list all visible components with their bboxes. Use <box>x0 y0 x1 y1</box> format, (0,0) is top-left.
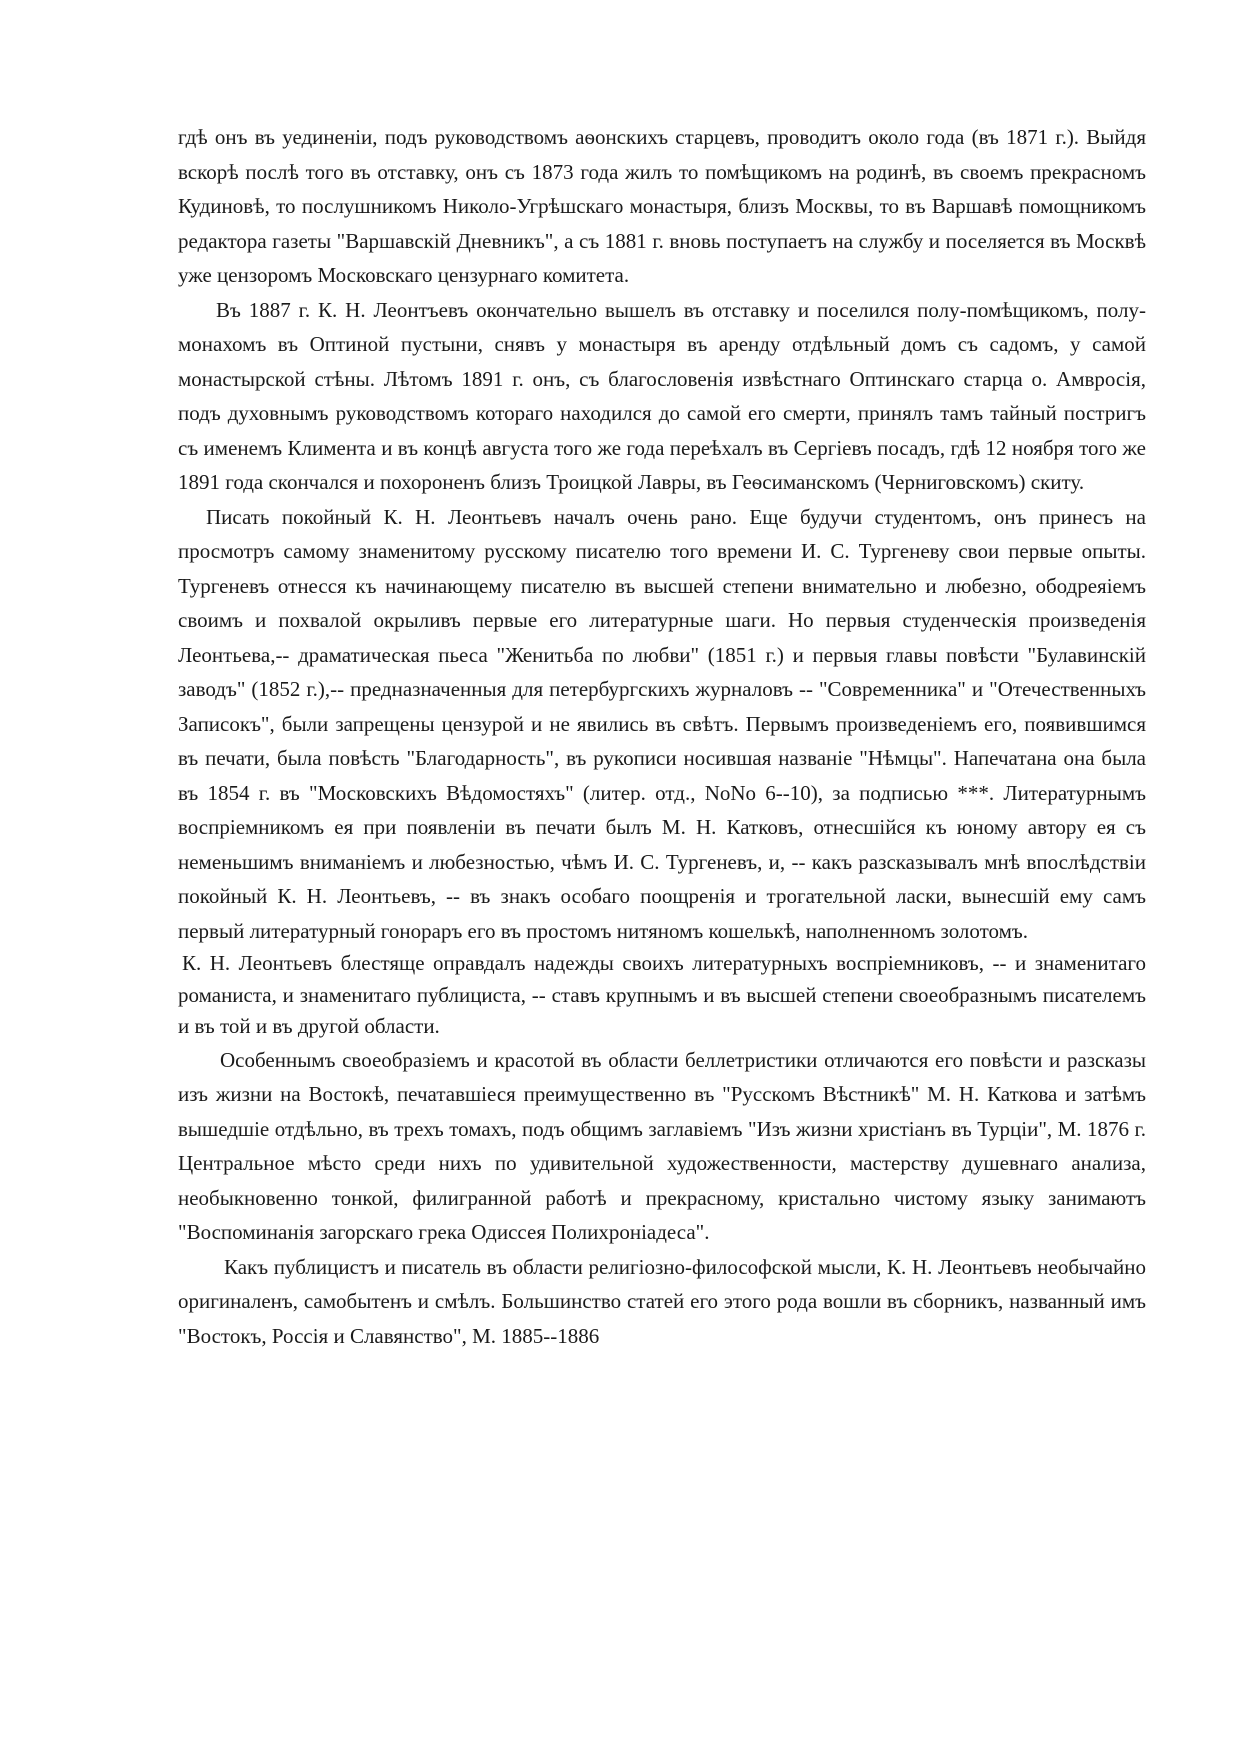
paragraph-publicist: Какъ публицистъ и писатель въ области религіозно-философской мысли, К. Н. Леонтьевъ необычайно оригиналенъ, самобытенъ и смѣлъ. Большинство статей его этого рода вошли въ сборникъ, названный имъ "Востокъ, Россія и Славянство", М. 1885--1886 <box>178 1254 1146 1348</box>
paragraph-belles-lettres: Особеннымъ своеобразіемъ и красотой въ области беллетристики отличаются его повѣсти и разсказы изъ жизни на Востокѣ, печатавшіеся преимущественно въ "Русскомъ Вѣстникѣ" М. Н. Каткова и затѣмъ вышедшіе отдѣльно, въ трехъ томахъ, подъ общимъ заглавіемъ "Изъ жизни христіанъ въ Турціи", М. 1876 г. Центральное мѣсто среди нихъ по удивительной художественности, мастерству душевнаго анализа, необыкновенно тонкой, филигранной работѣ и прекрасному, кристально чистому языку занимаютъ "Воспоминанія загорскаго грека Одиссея Полихроніадеса". <box>178 1047 1146 1244</box>
paragraph-early-writing: Писать покойный К. Н. Леонтьевъ началъ очень рано. Еще будучи студентомъ, онъ принесъ на просмотръ самому знаменитому русскому писателю того времени И. С. Тургеневу свои первые опыты. Тургеневъ отнесся къ начинающему писателю въ высшей степени внимательно и любезно, ободреяіемъ своимъ и похвалой окрыливъ первые его литературные шаги. Но первыя студенческія произведенія Леонтьева,-- драматическая пьеса "Женитьба по любви" (1851 г.) и первыя главы повѣсти "Булавинскій заводъ" (1852 г.),-- предназначенныя для петербургскихъ журналовъ -- "Современника" и "Отечественныхъ Записокъ", были запрещены цензурой и не явились въ свѣтъ. Первымъ произведеніемъ его, появившимся въ печати, была повѣсть "Благодарность", въ рукописи носившая названіе "Нѣмцы". Напечатана она была въ 1854 г. въ "Московскихъ Вѣдомостяхъ" (литер. отд., NoNo 6--10), за подписью ***. Литературнымъ воспріемникомъ ея при появленіи въ печати былъ М. Н. Катковъ, отнесшійся къ юному автору ея съ неменьшимъ вниманіемъ и любезностью, чѣмъ И. С. Тургеневъ, и, -- какъ разсказывалъ мнѣ впослѣдствіи покойный К. Н. Леонтьевъ, -- въ знакъ особаго поощренія и трогательной ласки, вынесшій ему самъ первый литературный гонораръ его въ простомъ нитяномъ кошелькѣ, наполненномъ золотомъ. <box>178 504 1146 943</box>
paragraph-biography-1871: гдѣ онъ въ уединеніи, подъ руководствомъ аѳонскихъ старцевъ, проводитъ около года (въ 1871 г.). Выйдя вскорѣ послѣ того въ отставку, онъ съ 1873 года жилъ то помѣщикомъ на родинѣ, въ своемъ прекрасномъ Кудиновѣ, то послушникомъ Николо-Угрѣшскаго монастыря, близъ Москвы, то въ Варшавѣ помощникомъ редактора газеты "Варшавскій Дневникъ", а съ 1881 г. вновь поступаетъ на службу и поселяется въ Москвѣ уже цензоромъ Московскаго цензурнаго комитета. <box>178 125 1146 287</box>
paragraph-justified-hopes: К. Н. Леонтьевъ блестяще оправдалъ надежды своихъ литературныхъ воспріемниковъ, -- и знаменитаго романиста, и знаменитаго публициста, -- ставъ крупнымъ и въ высшей степени своеобразнымъ писателемъ и въ той и въ другой области. <box>178 951 1146 1038</box>
document-body <box>178 120 1146 1353</box>
paragraph-biography-1887: Въ 1887 г. К. Н. Леонтъевъ окончательно вышелъ въ отставку и поселился полу-помѣщикомъ, полу-монахомъ въ Оптиной пустыни, снявъ у монастыря въ аренду отдѣльный домъ съ садомъ, у самой монастырской стѣны. Лѣтомъ 1891 г. онъ, съ благословенія извѣстнаго Оптинскаго старца о. Амвросія, подъ духовнымъ руководствомъ котораго находился до самой его смерти, принялъ тамъ тайный постригъ съ именемъ Климента и въ концѣ августа того же года переѣхалъ въ Сергіевъ посадъ, гдѣ 12 ноября того же 1891 года скончался и похороненъ близъ Троицкой Лавры, въ Геѳсиманскомъ (Черниговскомъ) скиту. <box>178 297 1146 494</box>
